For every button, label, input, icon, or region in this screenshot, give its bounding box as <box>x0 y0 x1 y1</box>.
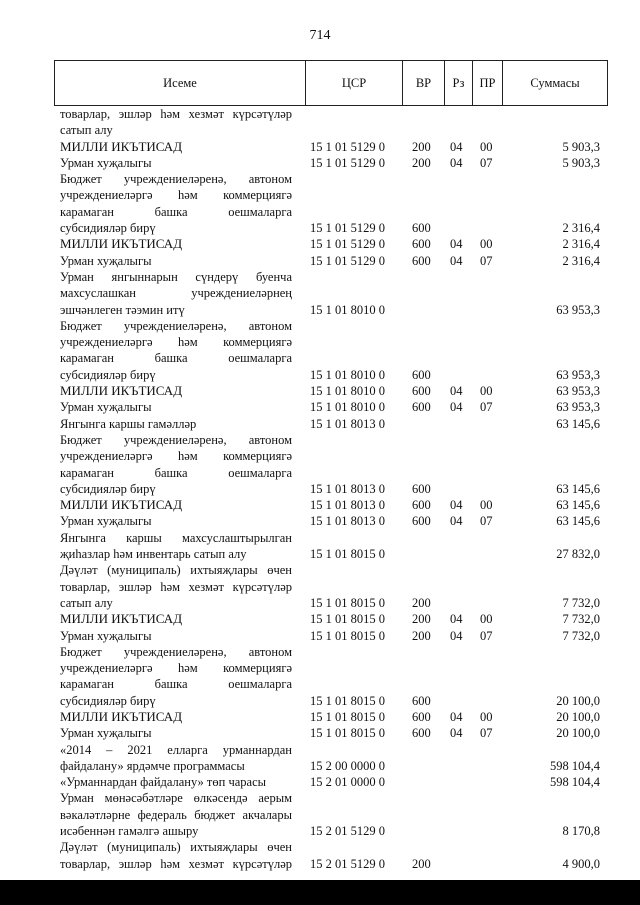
table-row <box>60 106 602 122</box>
cell-sum: 4 900,0 <box>562 856 600 871</box>
table-row <box>60 790 602 806</box>
cell-name: Дәүләт (муниципаль) ихтыяҗлары өчен <box>60 840 292 855</box>
table-row <box>60 562 602 578</box>
cell-vr: 200 <box>412 856 431 871</box>
cell-csr: 15 1 01 8010 0 <box>310 384 385 399</box>
column-header-vr: ВР <box>403 61 445 105</box>
cell-name: Урман хуҗалыгы <box>60 400 152 415</box>
cell-name: Янгынга каршы гамәлләр <box>60 416 197 431</box>
table-row <box>60 579 602 595</box>
table-row <box>60 139 602 155</box>
table-row <box>60 367 602 383</box>
cell-sum: 20 100,0 <box>556 726 600 741</box>
cell-csr: 15 1 01 5129 0 <box>310 253 385 268</box>
cell-name: карамаган башка оешмаларга <box>60 204 292 219</box>
column-header-pr: ПР <box>473 61 503 105</box>
cell-csr: 15 2 00 0000 0 <box>310 758 385 773</box>
cell-rz: 04 <box>450 253 463 268</box>
table-row <box>60 220 602 236</box>
table-row <box>60 513 602 529</box>
table-row <box>60 269 602 285</box>
cell-csr: 15 1 01 8013 0 <box>310 498 385 513</box>
cell-vr: 600 <box>412 709 431 724</box>
cell-name: субсидияләр бирү <box>60 367 156 382</box>
cell-name: исәбеннән гамәлгә ашыру <box>60 824 199 839</box>
table-row <box>60 465 602 481</box>
table-row <box>60 187 602 203</box>
table-row <box>60 709 602 725</box>
cell-name: МИЛЛИ ИКЪТИСАД <box>60 383 183 399</box>
table-row <box>60 448 602 464</box>
cell-vr: 600 <box>412 237 431 252</box>
cell-csr: 15 1 01 5129 0 <box>310 155 385 170</box>
cell-sum: 598 104,4 <box>550 775 600 790</box>
table-row <box>60 546 602 562</box>
table-row <box>60 416 602 432</box>
scan-edge-bar <box>0 880 640 905</box>
cell-csr: 15 1 01 8013 0 <box>310 514 385 529</box>
cell-name: сатып алу <box>60 595 113 610</box>
cell-name: Бюджет учреждениеләренә, автоном <box>60 172 292 187</box>
cell-name: Урман хуҗалыгы <box>60 628 152 643</box>
cell-name: учреждениеләргә һәм коммерциягә <box>60 335 292 350</box>
cell-pr: 07 <box>480 726 493 741</box>
cell-pr: 07 <box>480 514 493 529</box>
cell-pr: 00 <box>480 384 493 399</box>
cell-csr: 15 1 01 8015 0 <box>310 693 385 708</box>
cell-name: Урман хуҗалыгы <box>60 155 152 170</box>
cell-rz: 04 <box>450 384 463 399</box>
cell-name: учреждениеләргә һәм коммерциягә <box>60 188 292 203</box>
cell-name: Урман хуҗалыгы <box>60 726 152 741</box>
cell-csr: 15 1 01 5129 0 <box>310 139 385 154</box>
cell-rz: 04 <box>450 237 463 252</box>
cell-rz: 04 <box>450 709 463 724</box>
cell-name: Янгынга каршы махсуслаштырылган <box>60 530 292 545</box>
table-row <box>60 285 602 301</box>
cell-name: Урман хуҗалыгы <box>60 514 152 529</box>
cell-rz: 04 <box>450 498 463 513</box>
table-row <box>60 660 602 676</box>
cell-csr: 15 2 01 0000 0 <box>310 775 385 790</box>
table-row <box>60 383 602 399</box>
cell-sum: 5 903,3 <box>562 139 600 154</box>
cell-sum: 63 145,6 <box>556 498 600 513</box>
page-number: 714 <box>309 28 331 43</box>
cell-vr: 200 <box>412 612 431 627</box>
cell-name: товарлар, эшләр һәм хезмәт күрсәтүләр <box>60 579 292 594</box>
cell-name: Дәүләт (муниципаль) ихтыяҗлары өчен <box>60 563 292 578</box>
cell-rz: 04 <box>450 726 463 741</box>
cell-vr: 600 <box>412 514 431 529</box>
cell-vr: 200 <box>412 628 431 643</box>
cell-name: махсуслашкан учреждениеләрнең <box>60 286 292 301</box>
cell-name: товарлар, эшләр һәм хезмәт күрсәтүләр <box>60 107 292 121</box>
cell-name: җиһазлар һәм инвентарь сатып алу <box>60 547 247 562</box>
cell-name: Урман мөнәсәбәтләре өлкәсендә аерым <box>60 791 292 806</box>
cell-sum: 2 316,4 <box>562 237 600 252</box>
cell-csr: 15 1 01 8010 0 <box>310 302 385 317</box>
table-row <box>60 155 602 171</box>
table-row <box>60 530 602 546</box>
cell-name: учреждениеләргә һәм коммерциягә <box>60 449 292 464</box>
cell-sum: 20 100,0 <box>556 709 600 724</box>
cell-name: учреждениеләргә һәм коммерциягә <box>60 661 292 676</box>
cell-vr: 600 <box>412 400 431 415</box>
cell-name: субсидияләр бирү <box>60 481 156 496</box>
cell-name: «Урманнардан файдалану» төп чарасы <box>60 775 267 790</box>
cell-sum: 63 953,3 <box>556 400 600 415</box>
cell-sum: 7 732,0 <box>562 628 600 643</box>
cell-vr: 600 <box>412 253 431 268</box>
cell-name: Урман янгыннарын сүндерү буенча <box>60 269 292 284</box>
cell-vr: 600 <box>412 498 431 513</box>
cell-vr: 200 <box>412 139 431 154</box>
table-row <box>60 497 602 513</box>
table-row <box>60 823 602 839</box>
cell-sum: 63 953,3 <box>556 302 600 317</box>
cell-csr: 15 1 01 8015 0 <box>310 612 385 627</box>
table-row <box>60 839 602 855</box>
table-row <box>60 122 602 138</box>
cell-csr: 15 1 01 8013 0 <box>310 416 385 431</box>
cell-csr: 15 1 01 8015 0 <box>310 709 385 724</box>
cell-name: Урман хуҗалыгы <box>60 253 152 268</box>
cell-pr: 07 <box>480 253 493 268</box>
table-row <box>60 856 602 872</box>
table-row <box>60 628 602 644</box>
cell-sum: 2 316,4 <box>562 253 600 268</box>
table-row <box>60 334 602 350</box>
cell-pr: 00 <box>480 612 493 627</box>
cell-sum: 63 953,3 <box>556 367 600 382</box>
cell-name: Бюджет учреждениеләренә, автоном <box>60 432 292 447</box>
cell-name: вәкаләтләрне федераль бюджет акчалары <box>60 807 292 822</box>
cell-sum: 2 316,4 <box>562 221 600 236</box>
cell-pr: 00 <box>480 498 493 513</box>
column-header-rz: Рз <box>445 61 473 105</box>
cell-vr: 600 <box>412 384 431 399</box>
cell-csr: 15 1 01 8010 0 <box>310 400 385 415</box>
cell-name: файдалану» ярдәмче программасы <box>60 758 245 773</box>
table-row <box>60 253 602 269</box>
table-row <box>60 644 602 660</box>
table-row <box>60 774 602 790</box>
table-row <box>60 318 602 334</box>
cell-pr: 07 <box>480 400 493 415</box>
cell-rz: 04 <box>450 155 463 170</box>
cell-vr: 600 <box>412 367 431 382</box>
cell-csr: 15 1 01 8015 0 <box>310 547 385 562</box>
cell-sum: 598 104,4 <box>550 758 600 773</box>
cell-name: субсидияләр бирү <box>60 693 156 708</box>
cell-name: МИЛЛИ ИКЪТИСАД <box>60 138 183 154</box>
table-row <box>60 171 602 187</box>
cell-name: карамаган башка оешмаларга <box>60 465 292 480</box>
cell-csr: 15 1 01 8015 0 <box>310 726 385 741</box>
cell-rz: 04 <box>450 400 463 415</box>
table-body <box>60 106 602 872</box>
cell-vr: 200 <box>412 595 431 610</box>
cell-pr: 07 <box>480 155 493 170</box>
table-row <box>60 758 602 774</box>
cell-vr: 600 <box>412 221 431 236</box>
column-header-csr: ЦСР <box>306 61 403 105</box>
cell-rz: 04 <box>450 139 463 154</box>
cell-pr: 00 <box>480 709 493 724</box>
table-header <box>54 60 608 106</box>
cell-csr: 15 2 01 5129 0 <box>310 824 385 839</box>
table-row <box>60 350 602 366</box>
cell-name: субсидияләр бирү <box>60 221 156 236</box>
table-row <box>60 676 602 692</box>
cell-name: МИЛЛИ ИКЪТИСАД <box>60 236 183 252</box>
table-row <box>60 725 602 741</box>
cell-csr: 15 1 01 5129 0 <box>310 221 385 236</box>
cell-sum: 63 145,6 <box>556 416 600 431</box>
cell-sum: 5 903,3 <box>562 155 600 170</box>
cell-name: МИЛЛИ ИКЪТИСАД <box>60 611 183 627</box>
cell-rz: 04 <box>450 612 463 627</box>
cell-sum: 7 732,0 <box>562 595 600 610</box>
table-row <box>60 611 602 627</box>
cell-name: «2014 – 2021 елларга урманнардан <box>60 742 292 757</box>
cell-pr: 00 <box>480 139 493 154</box>
cell-csr: 15 2 01 5129 0 <box>310 856 385 871</box>
cell-sum: 27 832,0 <box>556 547 600 562</box>
cell-name: МИЛЛИ ИКЪТИСАД <box>60 497 183 513</box>
cell-csr: 15 1 01 8013 0 <box>310 481 385 496</box>
cell-csr: 15 1 01 5129 0 <box>310 237 385 252</box>
cell-rz: 04 <box>450 628 463 643</box>
table-row <box>60 236 602 252</box>
cell-name: МИЛЛИ ИКЪТИСАД <box>60 708 183 724</box>
cell-pr: 07 <box>480 628 493 643</box>
table-row <box>60 204 602 220</box>
table-row <box>60 302 602 318</box>
table-row <box>60 742 602 758</box>
cell-vr: 200 <box>412 155 431 170</box>
cell-vr: 600 <box>412 726 431 741</box>
cell-name: карамаган башка оешмаларга <box>60 351 292 366</box>
cell-name: эшчәнлеген тәэмин итү <box>60 302 185 317</box>
cell-sum: 8 170,8 <box>562 824 600 839</box>
cell-name: карамаган башка оешмаларга <box>60 677 292 692</box>
column-header-name: Исеме <box>55 61 306 105</box>
cell-sum: 7 732,0 <box>562 612 600 627</box>
table-row <box>60 481 602 497</box>
cell-name: Бюджет учреждениеләренә, автоном <box>60 318 292 333</box>
cell-rz: 04 <box>450 514 463 529</box>
cell-csr: 15 1 01 8015 0 <box>310 595 385 610</box>
cell-name: сатып алу <box>60 123 113 138</box>
cell-sum: 63 145,6 <box>556 514 600 529</box>
table-row <box>60 807 602 823</box>
cell-sum: 63 953,3 <box>556 384 600 399</box>
cell-csr: 15 1 01 8010 0 <box>310 367 385 382</box>
cell-csr: 15 1 01 8015 0 <box>310 628 385 643</box>
column-header-sum: Суммасы <box>530 75 580 90</box>
table-row <box>60 399 602 415</box>
table-row <box>60 693 602 709</box>
cell-vr: 600 <box>412 481 431 496</box>
cell-sum: 20 100,0 <box>556 693 600 708</box>
cell-name: Бюджет учреждениеләренә, автоном <box>60 644 292 659</box>
cell-sum: 63 145,6 <box>556 481 600 496</box>
table-row <box>60 595 602 611</box>
cell-name: товарлар, эшләр һәм хезмәт күрсәтүләр <box>60 856 292 871</box>
cell-pr: 00 <box>480 237 493 252</box>
cell-vr: 600 <box>412 693 431 708</box>
table-row <box>60 432 602 448</box>
